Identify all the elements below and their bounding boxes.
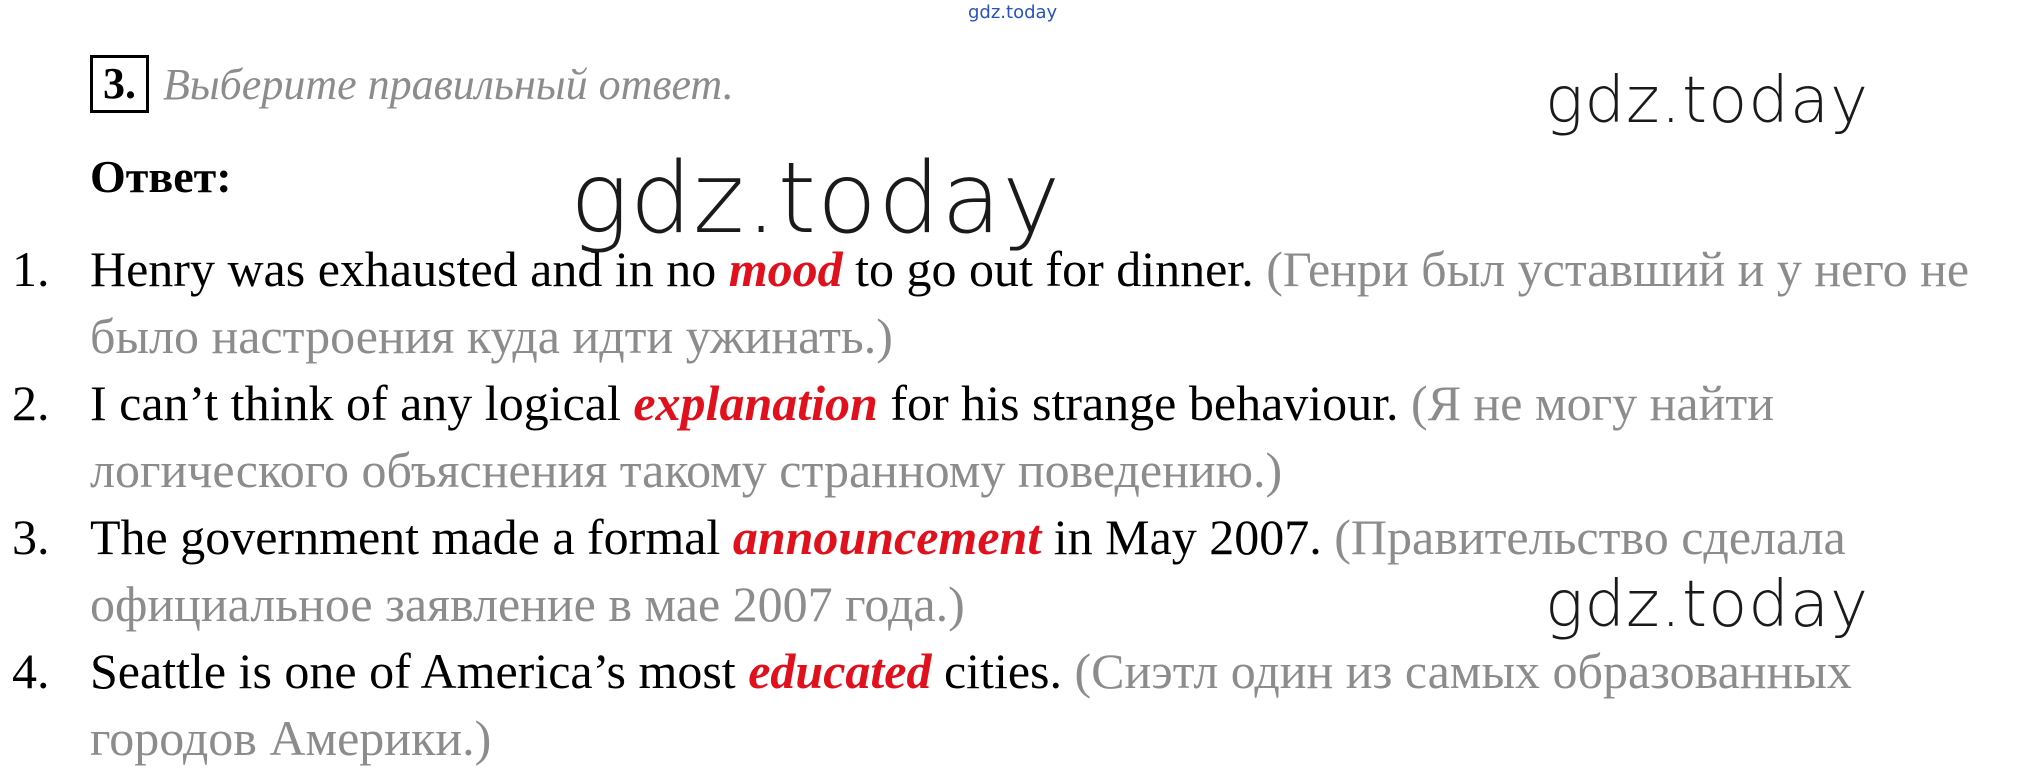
watermark-top: gdz.today	[968, 2, 1058, 23]
answer-keyword: educated	[748, 643, 932, 699]
item-number: 3.	[12, 509, 50, 565]
item-number: 4.	[12, 643, 50, 699]
watermark-right-lower: gdz.today	[1545, 568, 1869, 642]
sentence-start: I can’t think of any logical	[90, 375, 634, 431]
answer-keyword: explanation	[633, 375, 878, 431]
sentence-start: The government made a formal	[90, 509, 733, 565]
translation: (Генри был уставший и у него не было настроения куда идти ужинать.)	[90, 241, 1970, 364]
sentence-end: in May 2007.	[1041, 509, 1335, 565]
watermark-right-upper: gdz.today	[1545, 64, 1869, 138]
sentence-start: Seattle is one of America’s most	[90, 643, 749, 699]
answer-item	[0, 236, 2019, 370]
item-number: 1.	[12, 241, 50, 297]
sentence-start: Henry was exhausted and in no	[90, 241, 729, 297]
sentence-end: cities.	[931, 643, 1075, 699]
sentence-end: to go out for dinner.	[842, 241, 1267, 297]
translation: (Правительство сделала официальное заявление в мае 2007 года.)	[90, 509, 1846, 632]
translation: (Сиэтл один из самых образованных городов Америки.)	[90, 643, 1852, 766]
task-header	[90, 55, 734, 113]
answer-keyword: mood	[728, 241, 843, 297]
answer-item	[0, 638, 2019, 772]
task-instruction: Выберите правильный ответ.	[163, 59, 734, 109]
watermark-center: gdz.today	[570, 142, 1062, 256]
item-number: 2.	[12, 375, 50, 431]
answer-keyword: announcement	[732, 509, 1042, 565]
sentence-end: for his strange behaviour.	[877, 375, 1412, 431]
answer-list	[0, 236, 2019, 772]
task-number: 3.	[90, 55, 149, 113]
answer-label: Ответ:	[90, 151, 232, 202]
translation: (Я не могу найти логического объяснения такому странному поведению.)	[90, 375, 1774, 498]
answer-item	[0, 370, 2019, 504]
